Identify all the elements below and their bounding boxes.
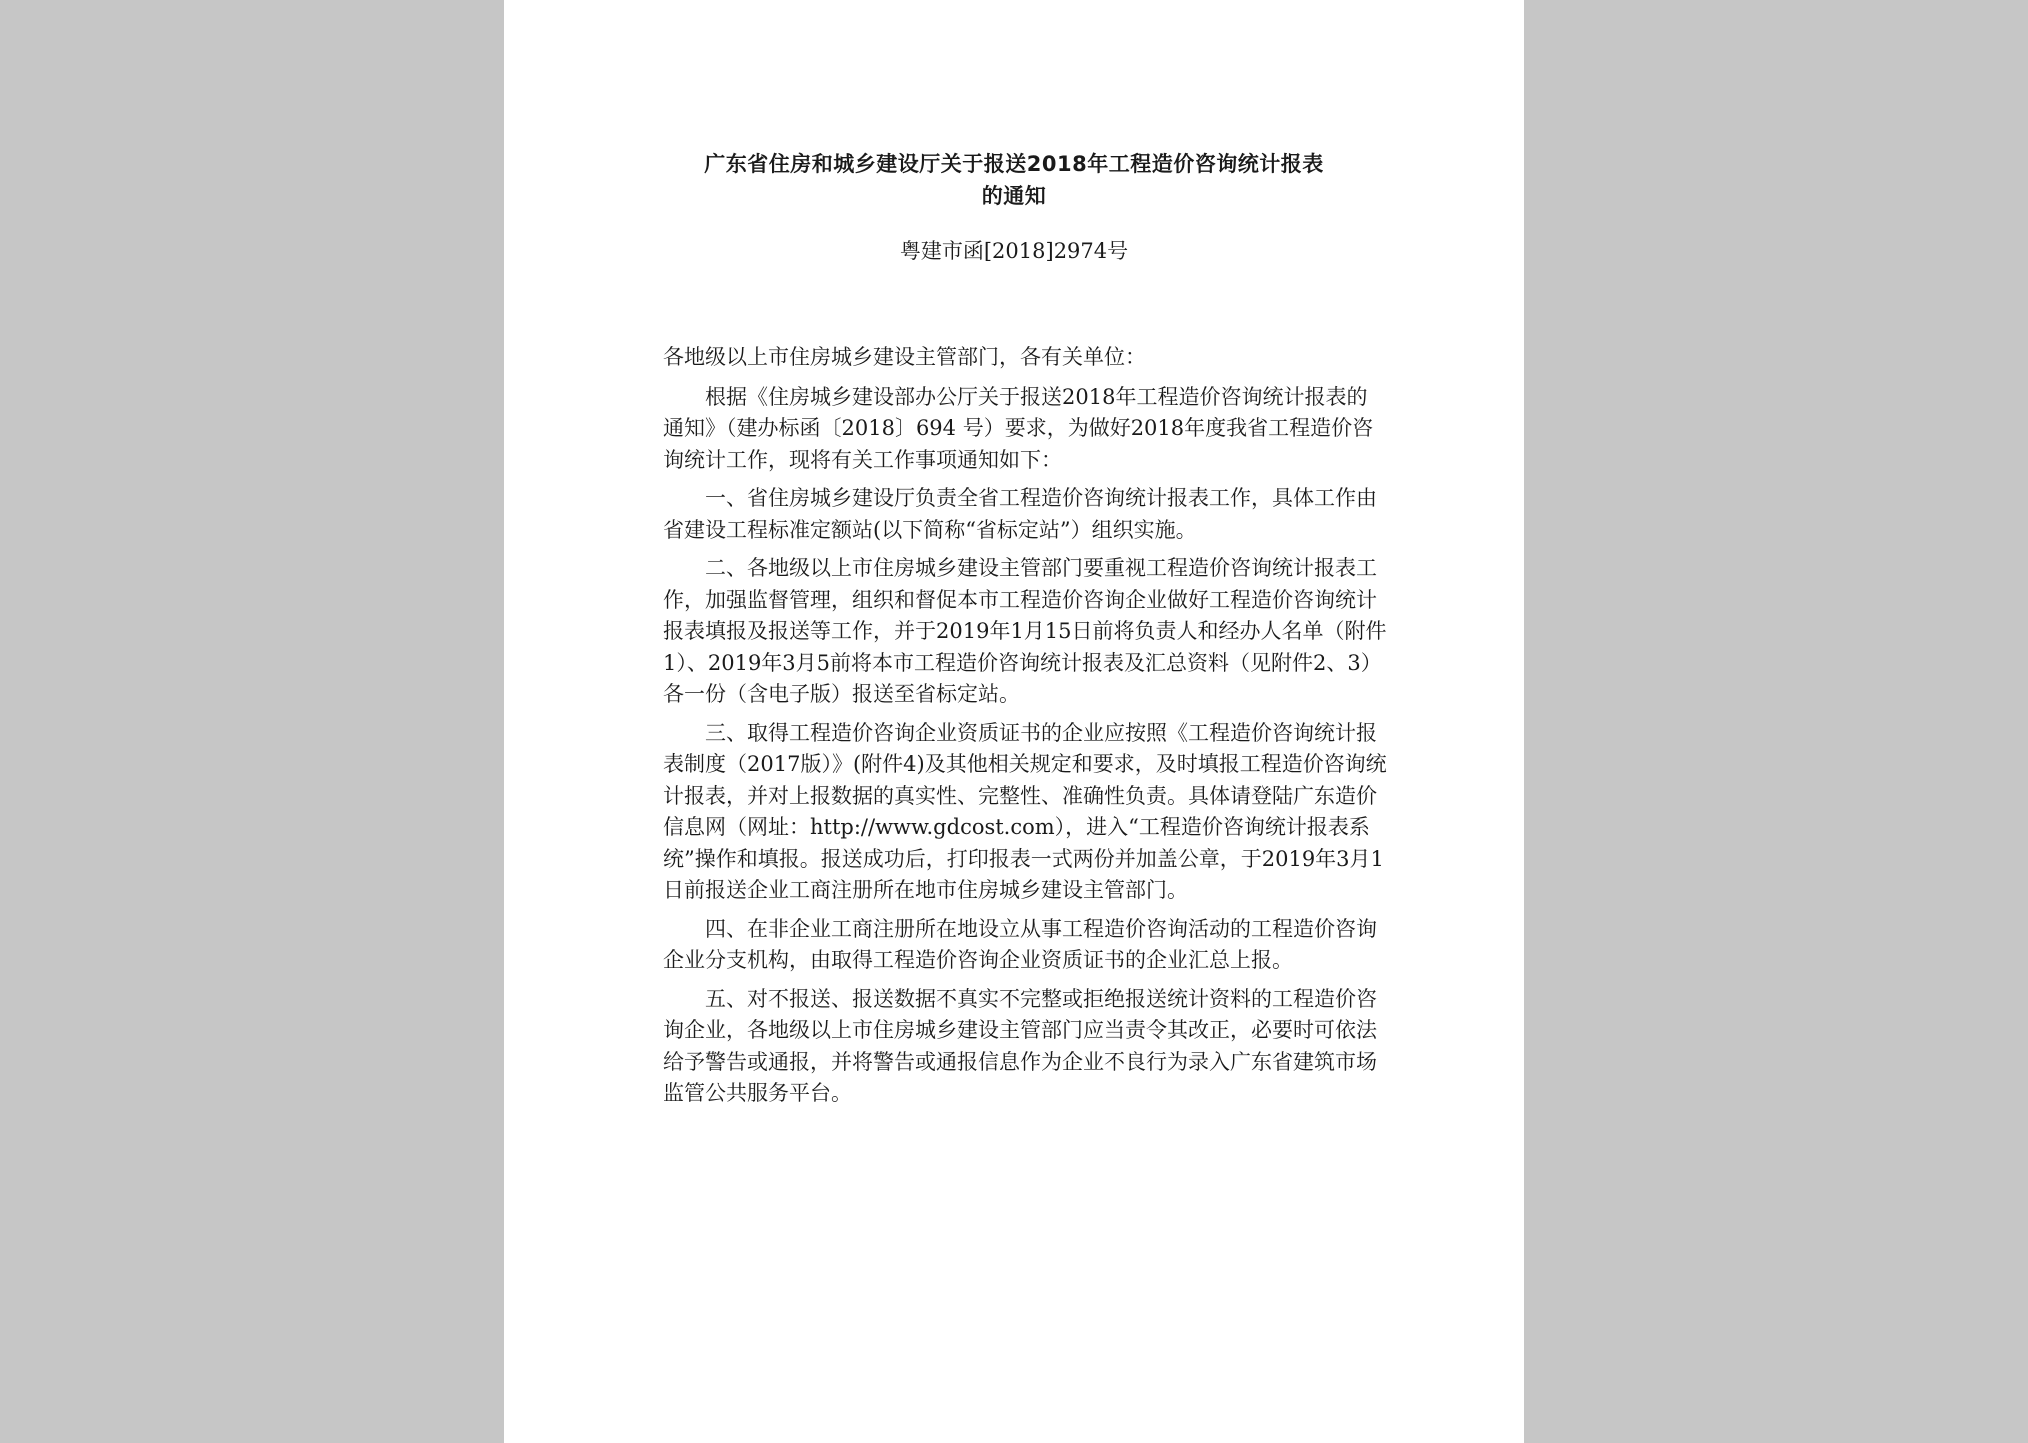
paragraph-item-5: 五、对不报送、报送数据不真实不完整或拒绝报送统计资料的工程造价咨询企业，各地级以上市住房城乡建设主管部门应当责令其改正，必要时可依法给予警告或通报，并将警告或通报信息作为企业不良行为录入广东省建筑市场监管公共服务平台。 <box>663 986 1377 1105</box>
paragraph-item-1: 一、省住房城乡建设厅负责全省工程造价咨询统计报表工作，具体工作由省建设工程标准定额站(以下简称“省标定站”）组织实施。 <box>663 486 1377 542</box>
title-line-2: 的通知 <box>981 184 1047 208</box>
document-title <box>504 148 1524 212</box>
document-body <box>663 342 1388 1117</box>
document-page <box>504 0 1524 1443</box>
paragraph-item-3: 三、取得工程造价咨询企业资质证书的企业应按照《工程造价咨询统计报表制度（2017版）》(附件4)及其他相关规定和要求，及时填报工程造价咨询统计报表，并对上报数据的真实性、完整性、准确性负责。具体请登陆广东造价信息网（网址：http://www.gdcost.com），进入“工程造价咨询统计报表系统”操作和填报。报送成功后，打印报表一式两份并加盖公章，于2019年3月1日前报送企业工商注册所在地市住房城乡建设主管部门。 <box>663 720 1387 902</box>
paragraph-item-4: 四、在非企业工商注册所在地设立从事工程造价咨询活动的工程造价咨询企业分支机构，由取得工程造价咨询企业资质证书的企业汇总上报。 <box>663 916 1377 972</box>
paragraph-item-2: 二、各地级以上市住房城乡建设主管部门要重视工程造价咨询统计报表工作，加强监督管理，组织和督促本市工程造价咨询企业做好工程造价咨询统计报表填报及报送等工作，并于2019年1月15日前将负责人和经办人名单（附件1）、2019年3月5前将本市工程造价咨询统计报表及汇总资料（见附件2、3）各一份（含电子版）报送至省标定站。 <box>663 556 1387 706</box>
salutation: 各地级以上市住房城乡建设主管部门，各有关单位： <box>663 345 1146 369</box>
title-line-1: 广东省住房和城乡建设厅关于报送2018年工程造价咨询统计报表 <box>704 152 1324 176</box>
document-number: 粤建市函[2018]2974号 <box>899 239 1129 263</box>
paragraph-intro: 根据《住房城乡建设部办公厅关于报送2018年工程造价咨询统计报表的通知》（建办标函〔2018〕694 号）要求，为做好2018年度我省工程造价咨询统计工作，现将有关工作事项通知如下： <box>663 384 1374 472</box>
